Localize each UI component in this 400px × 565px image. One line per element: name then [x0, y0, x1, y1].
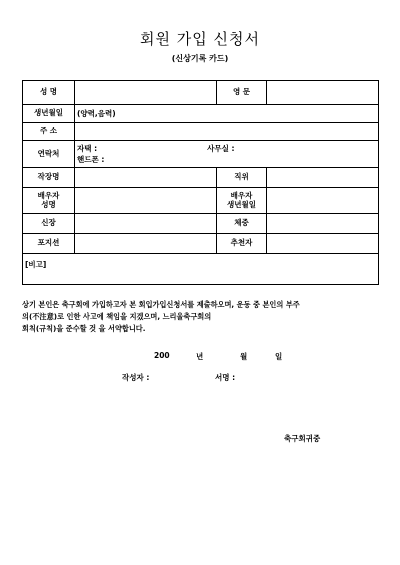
name-field[interactable]: [75, 81, 217, 105]
height-field[interactable]: [75, 214, 217, 234]
form-subtitle: (신상기록 카드): [171, 54, 229, 63]
table-row: [23, 214, 379, 234]
club-recipient: 축구회귀중: [284, 434, 321, 443]
office-phone-label: 사무실 :: [207, 144, 235, 153]
job-position-label: 직위: [217, 168, 267, 188]
date-year[interactable]: 200: [154, 351, 170, 360]
writer-label: 작성자 :: [122, 373, 150, 382]
field-position-field[interactable]: [75, 234, 217, 254]
field-position-label: 포지션: [23, 234, 75, 254]
remarks-field[interactable]: [23, 254, 379, 285]
name-label: 성 명: [23, 81, 75, 105]
birth-calendar-note: (양력,음력): [77, 109, 116, 118]
spouse-name-label: 배우자 성명: [23, 188, 75, 214]
birth-field[interactable]: [75, 105, 379, 123]
date-day-unit: 일: [275, 352, 283, 361]
english-name-label: 영 문: [217, 81, 267, 105]
declaration-text: [22, 299, 382, 335]
recommender-field[interactable]: [267, 234, 379, 254]
recommender-label: 추천자: [217, 234, 267, 254]
table-row: [23, 141, 379, 168]
spouse-name-field[interactable]: [75, 188, 217, 214]
address-label: 주 소: [23, 123, 75, 141]
table-row: [23, 188, 379, 214]
weight-label: 체중: [217, 214, 267, 234]
table-row: [23, 254, 379, 285]
application-form-table: [22, 80, 379, 285]
job-position-field[interactable]: [267, 168, 379, 188]
table-row: [23, 234, 379, 254]
table-row: [23, 105, 379, 123]
sign-label: 서명 :: [215, 373, 236, 382]
declaration-line: 의(不注意)로 인한 사고에 책임을 지겠으며, 느리울축구회의: [22, 312, 212, 321]
form-title: 회원 가입 신청서: [140, 30, 260, 48]
english-name-field[interactable]: [267, 81, 379, 105]
table-row: [23, 123, 379, 141]
address-field[interactable]: [75, 123, 379, 141]
declaration-line: 상기 본인은 축구회에 가입하고자 본 회입가입신청서를 제출하오며, 운동 중 본인의 부주: [22, 300, 300, 309]
declaration-line: 회칙(규칙)을 준수할 것 을 서약합니다.: [22, 324, 146, 333]
home-phone-label: 자택 :: [77, 144, 98, 153]
mobile-phone-label: 핸드폰 :: [77, 155, 105, 164]
contact-field[interactable]: [75, 141, 379, 168]
spouse-birth-label: 배우자 생년월일: [217, 188, 267, 214]
contact-label: 연락처: [23, 141, 75, 168]
weight-field[interactable]: [267, 214, 379, 234]
workplace-label: 작장명: [23, 168, 75, 188]
table-row: [23, 81, 379, 105]
date-year-unit: 년: [196, 352, 204, 361]
height-label: 신장: [23, 214, 75, 234]
birth-label: 생년월일: [23, 105, 75, 123]
workplace-field[interactable]: [75, 168, 217, 188]
spouse-birth-field[interactable]: [267, 188, 379, 214]
table-row: [23, 168, 379, 188]
date-month-unit: 월: [240, 352, 248, 361]
remarks-label: [비고]: [25, 260, 47, 269]
